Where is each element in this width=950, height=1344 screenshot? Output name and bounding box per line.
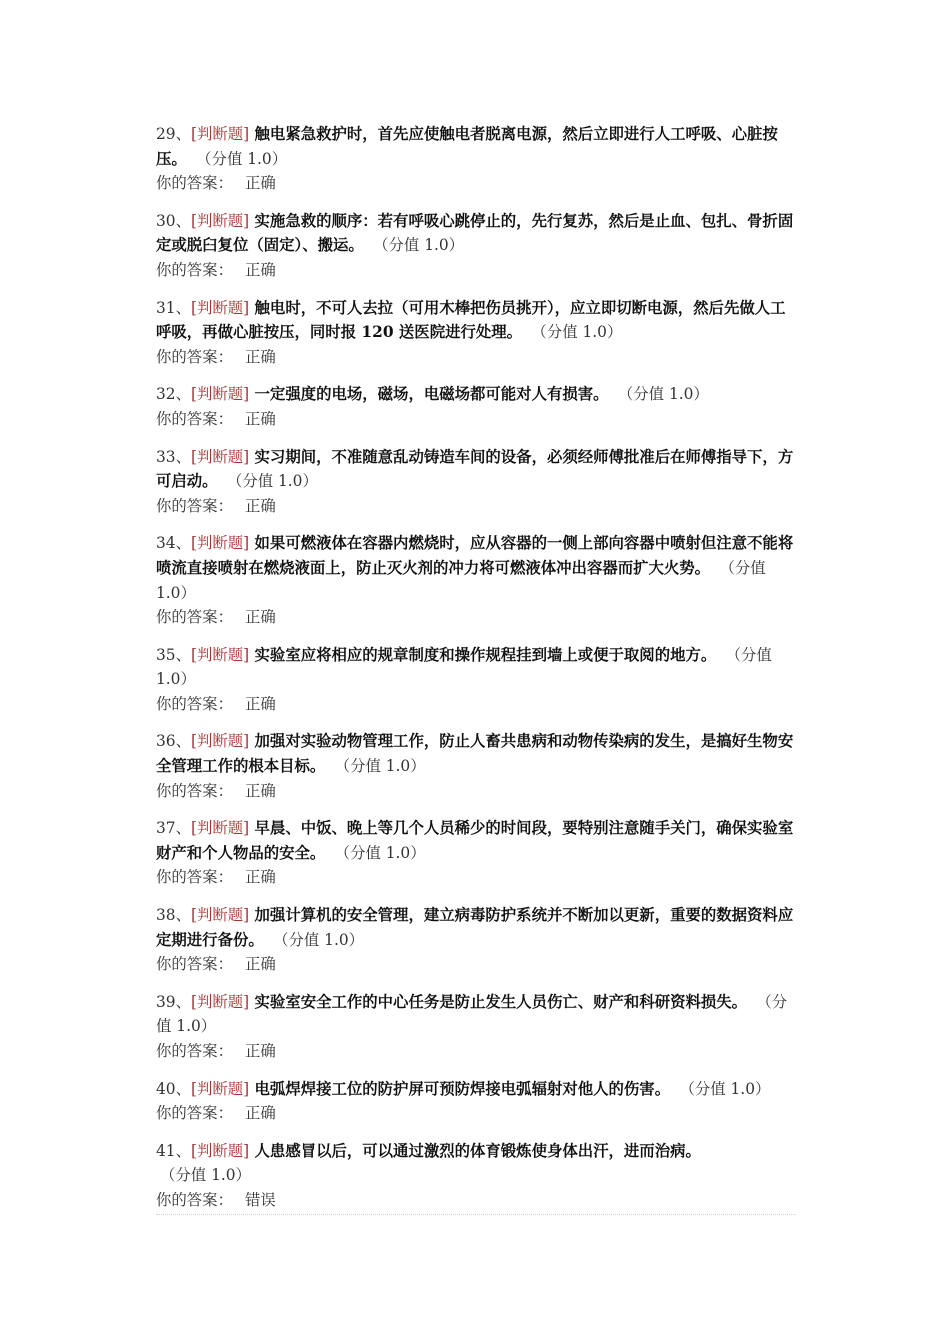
answer-line bbox=[156, 171, 800, 196]
answer-line bbox=[156, 1101, 800, 1126]
question-text: 实习期间，不准随意乱动铸造车间的设备，必须经师傅批准后在师傅指导下，方可启动。 bbox=[156, 447, 794, 491]
answer-value: 正确 bbox=[244, 868, 276, 887]
answer-label: 你的答案： bbox=[156, 868, 233, 887]
question-number: 41、 bbox=[156, 1141, 191, 1160]
question-stem bbox=[156, 729, 800, 778]
question-item bbox=[156, 1077, 800, 1126]
question-text: 触电紧急救护时，首先应使触电者脱离电源，然后立即进行人工呼吸、心脏按压。 bbox=[156, 125, 778, 168]
question-text: 实验室安全工作的中心任务是防止发生人员伤亡、财产和科研资料损失。 bbox=[254, 992, 748, 1011]
answer-value: 正确 bbox=[244, 1104, 276, 1123]
answer-value: 正确 bbox=[244, 347, 276, 366]
question-score: （分值 1.0） bbox=[156, 558, 766, 602]
question-type-tag: [判断题] bbox=[190, 906, 250, 925]
answer-label: 你的答案： bbox=[156, 694, 233, 713]
question-type-tag: [判断题] bbox=[190, 645, 250, 664]
question-list bbox=[156, 122, 800, 1213]
question-number: 29、 bbox=[156, 125, 191, 143]
question-score: （分值 1.0） bbox=[156, 645, 772, 689]
answer-value: 错误 bbox=[244, 1190, 276, 1209]
answer-line bbox=[156, 1188, 800, 1213]
answer-value: 正确 bbox=[244, 608, 276, 627]
answer-label: 你的答案： bbox=[156, 496, 233, 515]
question-item bbox=[156, 209, 800, 283]
answer-line bbox=[156, 407, 800, 432]
question-text: 人患感冒以后，可以通过激烈的体育锻炼使身体出汗，进而治病。 bbox=[254, 1141, 701, 1160]
question-type-tag: [判断题] bbox=[190, 211, 250, 230]
answer-value: 正确 bbox=[244, 781, 276, 800]
answer-label: 你的答案： bbox=[156, 260, 233, 279]
question-type-tag: [判断题] bbox=[190, 992, 250, 1011]
question-type-tag: [判断题] bbox=[190, 447, 250, 466]
question-item bbox=[156, 531, 800, 629]
question-score: （分值 1.0） bbox=[160, 1166, 251, 1185]
answer-line bbox=[156, 692, 800, 717]
bottom-divider bbox=[156, 1214, 796, 1215]
answer-value: 正确 bbox=[244, 694, 276, 713]
question-number: 31、 bbox=[156, 298, 191, 317]
answer-line bbox=[156, 1039, 800, 1064]
answer-line bbox=[156, 779, 800, 804]
question-score: （分值 1.0） bbox=[679, 1079, 771, 1098]
answer-label: 你的答案： bbox=[156, 1042, 233, 1060]
answer-label: 你的答案： bbox=[156, 781, 233, 800]
question-number: 37、 bbox=[156, 819, 191, 838]
answer-line bbox=[156, 605, 800, 630]
question-item bbox=[156, 903, 800, 977]
question-item bbox=[156, 729, 800, 803]
answer-value: 正确 bbox=[244, 409, 276, 428]
answer-label: 你的答案： bbox=[156, 608, 233, 627]
answer-line bbox=[156, 952, 800, 977]
question-stem bbox=[156, 382, 800, 407]
question-item bbox=[156, 122, 800, 196]
question-type-tag: [判断题] bbox=[190, 819, 250, 838]
question-text: 如果可燃液体在容器内燃烧时，应从容器的一侧上部向容器中喷射但注意不能将喷流直接喷射在燃烧液面上，防止灭火剂的冲力将可燃液体冲出容器而扩大火势。 bbox=[156, 534, 794, 577]
question-text: 触电时，不可人去拉（可用木棒把伤员挑开），应立即切断电源，然后先做人工呼吸，再做心脏按压，同时报 120 送医院进行处理。 bbox=[156, 298, 786, 342]
answer-label: 你的答案： bbox=[156, 955, 233, 974]
question-text: 电弧焊焊接工位的防护屏可预防焊接电弧辐射对他人的伤害。 bbox=[254, 1079, 671, 1098]
question-score: （分值 1.0） bbox=[373, 236, 465, 255]
question-score: （分值 1.0） bbox=[273, 930, 365, 949]
question-item bbox=[156, 643, 800, 717]
question-text: 实验室应将相应的规章制度和操作规程挂到墙上或便于取阅的地方。 bbox=[254, 645, 717, 664]
question-type-tag: [判断题] bbox=[190, 1079, 250, 1098]
question-stem bbox=[156, 1139, 800, 1188]
question-number: 30、 bbox=[156, 211, 191, 230]
answer-line bbox=[156, 258, 800, 283]
question-type-tag: [判断题] bbox=[190, 125, 250, 143]
question-score: （分值 1.0） bbox=[334, 757, 426, 776]
question-text: 早晨、中饭、晚上等几个人员稀少的时间段，要特别注意随手关门，确保实验室财产和个人物品的安全。 bbox=[156, 819, 794, 862]
question-number: 39、 bbox=[156, 992, 191, 1011]
question-stem bbox=[156, 445, 800, 494]
question-text: 加强对实验动物管理工作，防止人畜共患病和动物传染病的发生，是搞好生物安全管理工作的根本目标。 bbox=[156, 732, 794, 776]
question-score: （分值 1.0） bbox=[226, 472, 318, 491]
question-type-tag: [判断题] bbox=[190, 298, 250, 317]
question-text: 一定强度的电场，磁场，电磁场都可能对人有损害。 bbox=[254, 385, 609, 404]
question-number: 38、 bbox=[156, 906, 191, 925]
question-type-tag: [判断题] bbox=[190, 732, 250, 751]
question-stem bbox=[156, 531, 800, 605]
question-score: （分值 1.0） bbox=[196, 149, 288, 168]
question-item bbox=[156, 296, 800, 370]
answer-label: 你的答案： bbox=[156, 409, 233, 428]
question-text: 加强计算机的安全管理，建立病毒防护系统并不断加以更新，重要的数据资料应定期进行备份。 bbox=[156, 906, 794, 949]
answer-value: 正确 bbox=[244, 1042, 276, 1060]
question-item bbox=[156, 816, 800, 890]
answer-line bbox=[156, 345, 800, 370]
question-stem bbox=[156, 122, 800, 171]
question-number: 33、 bbox=[156, 447, 191, 466]
question-number: 40、 bbox=[156, 1079, 191, 1098]
question-stem bbox=[156, 1077, 800, 1102]
question-type-tag: [判断题] bbox=[190, 1141, 250, 1160]
answer-label: 你的答案： bbox=[156, 174, 233, 193]
question-text: 实施急救的顺序：若有呼吸心跳停止的，先行复苏，然后是止血、包扎、骨折固定或脱臼复位（固定）、搬运。 bbox=[156, 211, 794, 255]
question-number: 35、 bbox=[156, 645, 191, 664]
answer-label: 你的答案： bbox=[156, 347, 233, 366]
question-score: （分值 1.0） bbox=[531, 323, 623, 342]
answer-line bbox=[156, 494, 800, 519]
answer-value: 正确 bbox=[244, 174, 276, 193]
answer-value: 正确 bbox=[244, 496, 276, 515]
question-number: 32、 bbox=[156, 385, 191, 404]
question-stem bbox=[156, 209, 800, 258]
question-score: （分值 1.0） bbox=[156, 992, 788, 1036]
question-type-tag: [判断题] bbox=[190, 534, 250, 553]
answer-label: 你的答案： bbox=[156, 1104, 233, 1123]
answer-value: 正确 bbox=[244, 955, 276, 974]
answer-label: 你的答案： bbox=[156, 1190, 233, 1209]
question-item bbox=[156, 990, 800, 1064]
question-stem bbox=[156, 296, 800, 345]
question-stem bbox=[156, 643, 800, 692]
question-score: （分值 1.0） bbox=[334, 843, 426, 862]
answer-value: 正确 bbox=[244, 260, 276, 279]
question-number: 34、 bbox=[156, 534, 191, 553]
question-stem bbox=[156, 816, 800, 865]
question-stem bbox=[156, 990, 800, 1039]
question-number: 36、 bbox=[156, 732, 191, 751]
question-item bbox=[156, 382, 800, 431]
question-stem bbox=[156, 903, 800, 952]
question-score: （分值 1.0） bbox=[617, 385, 709, 404]
answer-line bbox=[156, 865, 800, 890]
question-type-tag: [判断题] bbox=[190, 385, 250, 404]
question-item bbox=[156, 445, 800, 519]
question-item bbox=[156, 1139, 800, 1213]
